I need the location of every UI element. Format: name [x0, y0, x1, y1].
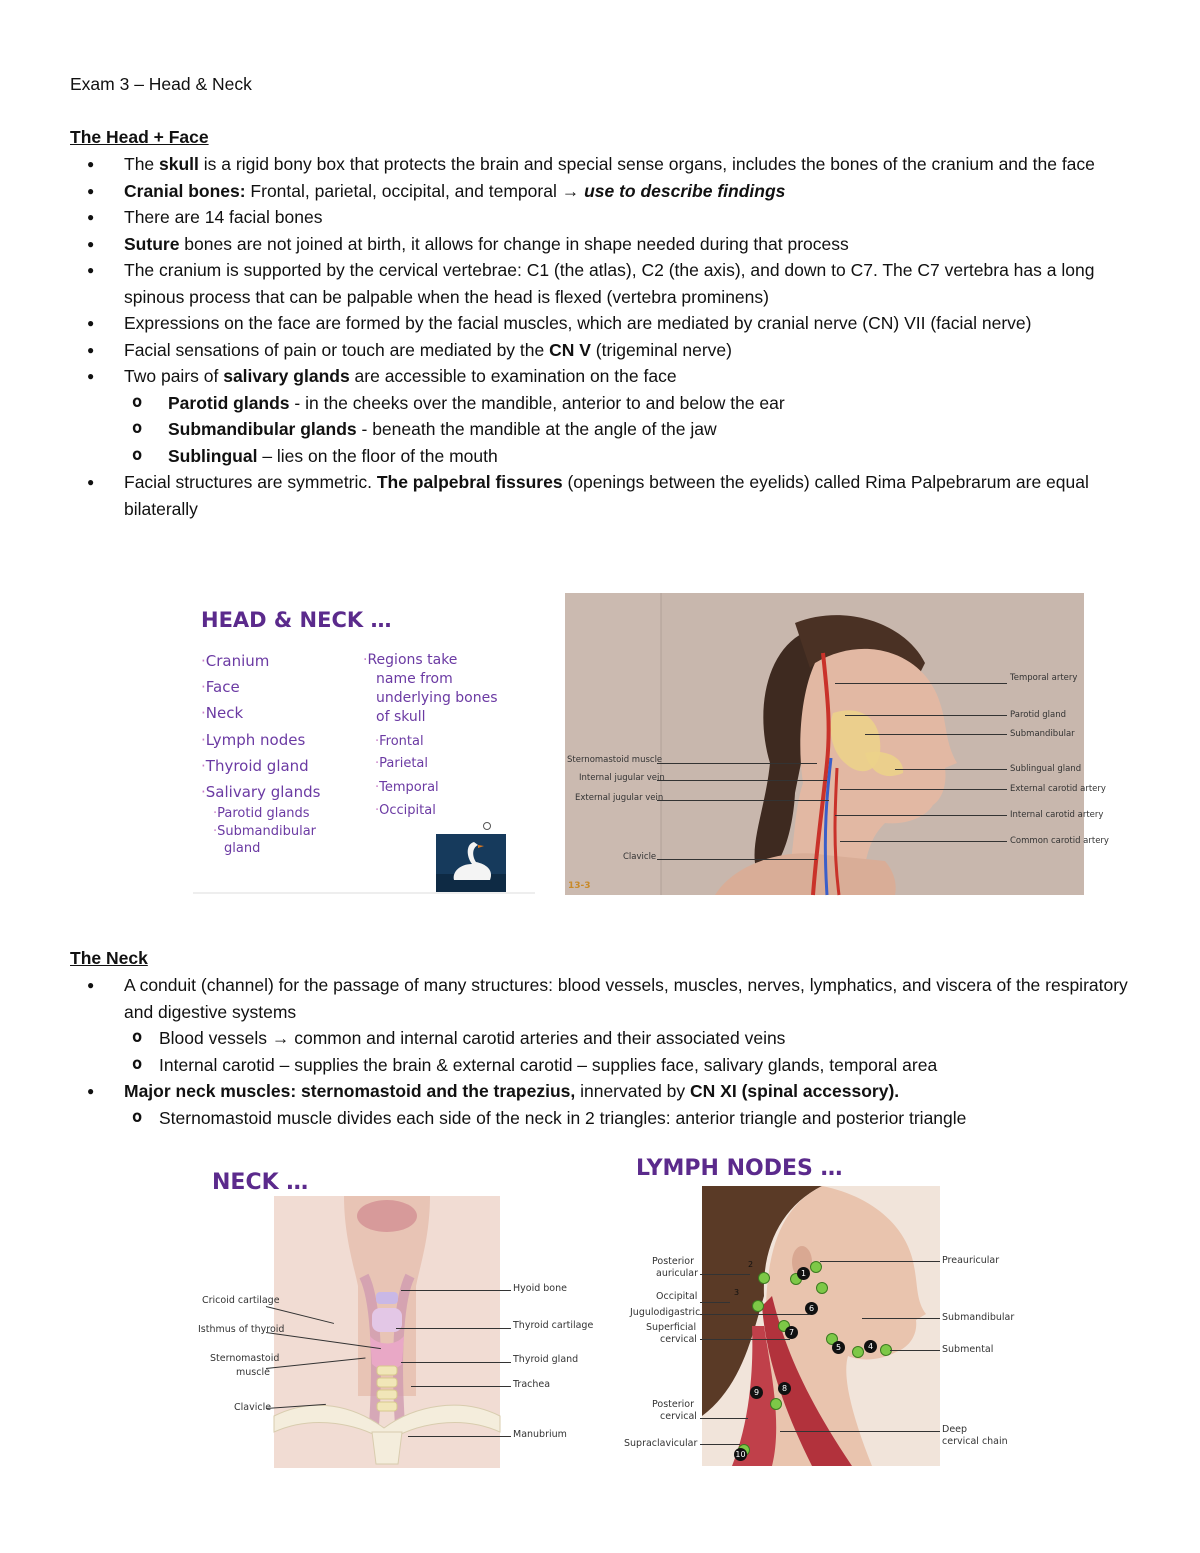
figure-label: muscle	[236, 1367, 270, 1378]
slide-sub-item: · Parietal	[375, 756, 428, 771]
neck-list	[0, 972, 1130, 1131]
profile-anatomy-photo	[565, 593, 1109, 895]
lymph-nodes-figure	[624, 1148, 1020, 1468]
figure-label: External carotid artery	[1010, 784, 1106, 794]
list-item	[0, 204, 1130, 231]
text: – lies on the floor of the mouth	[257, 445, 498, 466]
list-item	[0, 337, 1130, 364]
leader-line	[700, 1444, 740, 1445]
text: The cranium is supported by the cervical vertebrae: C1 (the atlas), C2 (the axis), and down to C7. The C7 vertebra has a long spinous process that can be palpable when the head is flexed (vertebra prominens)	[124, 260, 1095, 307]
slide-marker-icon	[483, 822, 491, 830]
list-item	[0, 257, 1130, 310]
figure-label: Manubrium	[513, 1429, 567, 1440]
section-heading-head-face: The Head + Face	[70, 127, 209, 147]
leader-line	[890, 1350, 940, 1351]
figure-label: cervical chain	[942, 1436, 1008, 1447]
bold-text: Cranial bones:	[124, 180, 246, 201]
bold-text: (spinal accessory).	[736, 1081, 900, 1101]
node-number: 1	[797, 1267, 810, 1280]
figure-label: Sternomastoid muscle	[567, 755, 663, 765]
text: are accessible to examination on the face	[349, 366, 677, 386]
figure-label: Posterior	[652, 1399, 694, 1410]
lymph-node-marker	[810, 1261, 822, 1273]
text: Expressions on the face are formed by the facial muscles, which are mediated by cranial nerve (CN) VII (facial nerve)	[124, 313, 1032, 333]
figure-label: auricular	[656, 1268, 698, 1279]
lymph-node-marker	[752, 1300, 764, 1312]
leader-line	[865, 734, 1007, 735]
text: Two pairs of	[124, 366, 224, 386]
figure-label: Sublingual gland	[1010, 764, 1082, 774]
figure-label: External jugular vein	[575, 793, 664, 803]
bold-text: The palpebral fissures	[376, 472, 563, 492]
lymph-node-marker	[816, 1282, 828, 1294]
list-item	[0, 469, 1130, 522]
profile-illustration	[565, 593, 1084, 895]
leader-line	[835, 683, 1007, 684]
bold-text: Sublingual	[168, 445, 258, 466]
slide-item: · Neck	[201, 704, 243, 722]
slide-sub-item-continued: gland	[224, 841, 261, 856]
text: Blood vessels	[159, 1028, 272, 1048]
text: A conduit (channel) for the passage of many structures: blood vessels, muscles, nerves, lymphatics, and viscera of the respiratory and digestive systems	[124, 975, 1128, 1022]
leader-line	[820, 1261, 940, 1262]
text: is a rigid bony box that protects the brain and special sense organs, includes the bones of the cranium and the face	[198, 154, 1095, 174]
figure-label: Sternomastoid	[210, 1353, 280, 1364]
leader-line	[657, 763, 817, 764]
figure-label: Isthmus of thyroid	[198, 1324, 285, 1335]
lymph-anatomy-illustration	[702, 1186, 940, 1466]
lymph-node-marker	[758, 1272, 770, 1284]
leader-line	[700, 1339, 790, 1340]
node-number: 6	[805, 1302, 818, 1315]
list-item	[0, 363, 1130, 390]
figure-label: Preauricular	[942, 1255, 1000, 1266]
slide-sub-item: · Parotid glands	[213, 806, 310, 821]
text: Frontal, parietal, occipital, and temporal	[245, 180, 562, 201]
leader-line	[840, 789, 1007, 790]
lymph-node-marker	[770, 1398, 782, 1410]
figure-label: cervical	[660, 1411, 697, 1422]
head-neck-slide	[193, 598, 535, 894]
list-sub-item	[0, 1025, 1130, 1052]
bold-text: salivary glands	[223, 366, 350, 386]
text: Sternomastoid muscle divides each side of the neck in 2 triangles: anterior triangle and posterior triangle	[159, 1107, 967, 1128]
figure-label: Deep	[942, 1424, 968, 1435]
figure-label: Internal jugular vein	[579, 773, 665, 783]
leader-line	[700, 1274, 750, 1275]
list-sub-item	[0, 390, 1130, 417]
node-number: 5	[832, 1341, 845, 1354]
text: (trigeminal nerve)	[590, 339, 732, 360]
leader-line	[700, 1314, 810, 1315]
node-number: 10	[735, 1450, 746, 1459]
text: - in the cheeks over the mandible, anterior to and below the ear	[289, 392, 785, 413]
figure-label: Superficial	[646, 1322, 697, 1333]
figure-label: Parotid gland	[1010, 710, 1067, 720]
figure-label: Hyoid bone	[513, 1283, 567, 1294]
emphasis-text: use to describe findings	[584, 180, 786, 201]
figure-label: Common carotid artery	[1010, 836, 1109, 846]
list-sub-item	[0, 1105, 1130, 1132]
leader-line	[835, 815, 1007, 816]
text: Facial sensations of pain or touch are mediated by the	[124, 339, 550, 360]
slide-sub-item: · Temporal	[375, 780, 439, 795]
leader-line	[840, 841, 1007, 842]
node-number: 3	[733, 1288, 740, 1297]
leader-line	[845, 715, 1007, 716]
slide-title: HEAD & NECK …	[201, 608, 392, 632]
slide-item: · Thyroid gland	[201, 757, 309, 775]
figure-label: cervical	[660, 1334, 697, 1345]
section-heading-neck: The Neck	[70, 948, 148, 968]
text: - beneath the mandible at the angle of the jaw	[356, 419, 717, 439]
figure-title: LYMPH NODES …	[636, 1156, 843, 1181]
bold-text: Submandibular glands	[168, 419, 357, 439]
text: common and internal carotid arteries and their associated veins	[289, 1028, 786, 1048]
list-item	[0, 151, 1130, 178]
list-item	[0, 1078, 1130, 1105]
figure-number-badge: 13-3	[568, 881, 591, 891]
slide-sub-item: · Frontal	[375, 734, 424, 749]
leader-line	[657, 859, 817, 860]
leader-line	[411, 1386, 511, 1387]
slide-item-continued: name from	[376, 671, 453, 687]
figure-label: Supraclavicular	[624, 1438, 698, 1449]
text: innervated by	[575, 1081, 691, 1101]
text: (openings between the eyelids) called Rima Palpebrarum are equal bilaterally	[124, 472, 1089, 519]
bold-text: skull	[159, 154, 199, 174]
list-sub-item	[0, 1052, 1130, 1079]
figure-label: Submental	[942, 1344, 994, 1355]
list-item	[0, 310, 1130, 337]
bold-text: CN XI	[690, 1081, 737, 1101]
text: Facial structures are symmetric.	[124, 472, 377, 492]
figure-label: Posterior	[652, 1256, 694, 1267]
text: bones are not joined at birth, it allows for change in shape needed during that process	[179, 233, 849, 254]
neck-figure	[196, 1160, 594, 1470]
figure-label: Internal carotid artery	[1010, 810, 1104, 820]
figure-label: Trachea	[513, 1379, 551, 1390]
swan-photo	[436, 834, 506, 892]
leader-line	[401, 1290, 511, 1291]
figure-label: Submandibular	[1010, 729, 1075, 739]
list-item	[0, 972, 1130, 1025]
bold-text: Major neck muscles: sternomastoid and the trapezius,	[124, 1081, 576, 1101]
node-number: 2	[747, 1260, 754, 1269]
node-number: 9	[750, 1386, 763, 1399]
list-item	[0, 178, 1130, 205]
figure-label: Submandibular	[942, 1312, 1015, 1323]
node-number: 8	[778, 1382, 791, 1395]
slide-divider	[193, 892, 535, 894]
slide-item: · Face	[201, 678, 240, 696]
figure-label: Jugulodigastric	[630, 1307, 701, 1318]
leader-line	[396, 1328, 511, 1329]
leader-line	[895, 769, 1007, 770]
bold-text: Parotid glands	[168, 392, 290, 413]
figure-label: Thyroid gland	[513, 1354, 579, 1365]
document-title: Exam 3 – Head & Neck	[70, 74, 252, 94]
text: There are 14 facial bones	[124, 207, 323, 227]
slide-sub-item: · Submandibular	[213, 824, 316, 839]
leader-line	[401, 1362, 511, 1363]
figure-label: Clavicle	[623, 852, 657, 862]
leader-line	[862, 1318, 940, 1319]
slide-item: · Lymph nodes	[201, 731, 305, 749]
figure-label: Clavicle	[234, 1402, 272, 1413]
leader-line	[700, 1418, 748, 1419]
leader-line	[780, 1431, 940, 1432]
bold-text: CN V	[549, 339, 591, 360]
slide-item-continued: of skull	[376, 709, 426, 725]
leader-line	[700, 1302, 730, 1303]
node-number: 4	[864, 1340, 877, 1353]
figure-label: Occipital	[656, 1291, 698, 1302]
node-number: 7	[785, 1326, 798, 1339]
text: The	[124, 154, 160, 174]
list-sub-item	[0, 416, 1130, 443]
slide-item-continued: underlying bones	[376, 690, 498, 706]
leader-line	[408, 1436, 511, 1437]
figure-label: Thyroid cartilage	[513, 1320, 594, 1331]
text: Internal carotid – supplies the brain & external carotid – supplies face, salivary glands, temporal area	[159, 1054, 938, 1075]
figure-label: Temporal artery	[1010, 673, 1078, 683]
arrow-icon: →	[271, 1028, 290, 1048]
list-item	[0, 231, 1130, 258]
bold-text: Suture	[124, 233, 180, 254]
lymph-node-marker	[852, 1346, 864, 1358]
figure-title: NECK …	[212, 1170, 309, 1195]
figure-label: Cricoid cartilage	[202, 1295, 280, 1306]
head-face-list	[0, 151, 1130, 522]
leader-line	[657, 800, 829, 801]
neck-anatomy-illustration	[274, 1196, 500, 1468]
slide-item: · Regions take	[363, 652, 457, 668]
slide-item: · Salivary glands	[201, 783, 320, 801]
slide-item: · Cranium	[201, 652, 269, 670]
slide-sub-item: · Occipital	[375, 803, 436, 818]
leader-line	[657, 780, 827, 781]
arrow-icon: →	[561, 180, 585, 201]
list-sub-item	[0, 443, 1130, 470]
